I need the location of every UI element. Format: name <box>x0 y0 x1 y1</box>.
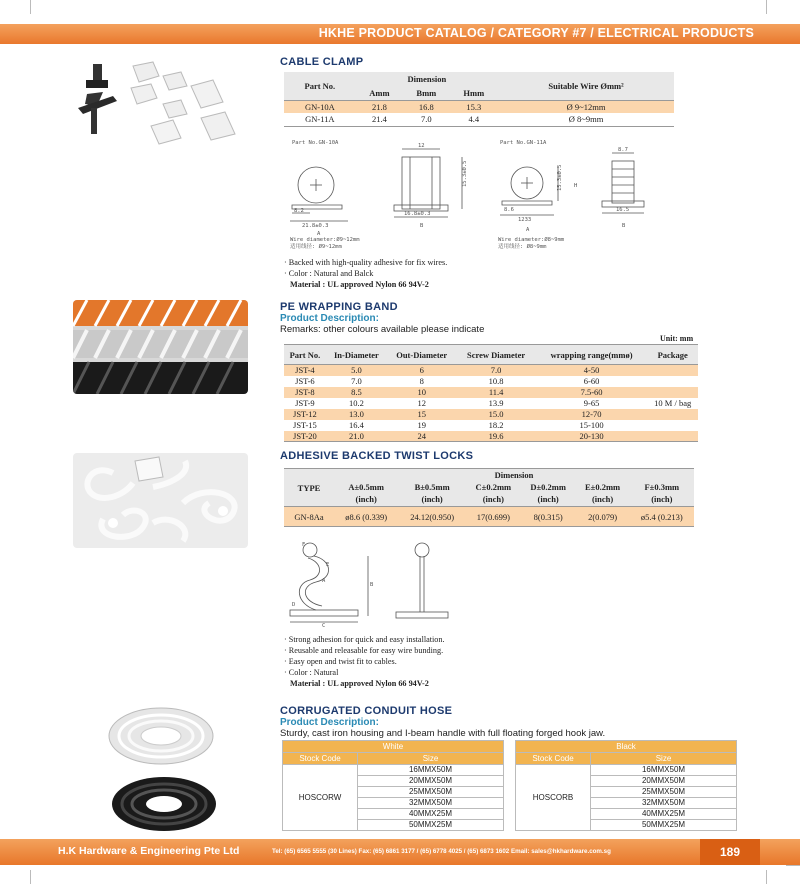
conduit-black-table <box>515 740 737 831</box>
table-row <box>284 100 674 113</box>
col-header-unit: (inch) <box>421 494 443 505</box>
cell: JST-4 <box>295 365 315 376</box>
col-header: wrapping range(mmø) <box>550 349 633 360</box>
page-number: 189 <box>700 839 760 865</box>
table-row <box>284 387 698 398</box>
col-header: Stock Code <box>516 753 591 765</box>
col-header-unit: (inch) <box>591 494 614 505</box>
cell: 10 <box>417 387 426 397</box>
drawing-label: Part No.GN-10A <box>292 140 339 146</box>
crop-mark <box>786 865 800 866</box>
size-cell: 32MMX50M <box>358 798 504 809</box>
col-header: Out-Diameter <box>396 349 448 360</box>
conduit-white-photo <box>105 705 218 767</box>
cell: Ø 9~12mm <box>566 101 606 112</box>
footer-company: H.K Hardware & Engineering Pte Ltd <box>58 845 240 857</box>
cell: JST-20 <box>293 430 317 441</box>
cell <box>647 409 698 420</box>
drawing-label: A <box>322 578 326 584</box>
twist-locks-drawing <box>282 536 482 628</box>
cable-clamp-drawing <box>282 135 682 250</box>
cell <box>647 431 698 442</box>
drawing-label: D <box>292 602 296 608</box>
conduit-description: Sturdy, cast iron housing and I-beam handle with full floating forged hook jaw. <box>280 728 606 739</box>
pe-band-remarks: Remarks: other colours available please indicate <box>280 324 485 335</box>
cable-clamp-title: CABLE CLAMP <box>280 56 364 68</box>
table-row <box>284 376 698 387</box>
cell: 18.2 <box>488 420 504 430</box>
drawing-label: 16.5 <box>616 207 630 213</box>
table-row <box>284 113 674 126</box>
crop-mark <box>766 870 767 884</box>
col-header-b: Bmm <box>416 87 437 98</box>
col-header: E±0.2mm <box>585 481 621 492</box>
table-row <box>284 507 694 527</box>
cell: 4-50 <box>583 365 600 376</box>
bullet-item: · Reusable and releasable for easy wire bunding. <box>284 646 444 655</box>
cell: 10 M / bag <box>654 398 692 408</box>
conduit-white-table <box>282 740 504 831</box>
table-row <box>516 765 737 776</box>
cell: JST-12 <box>293 409 317 419</box>
col-header: A±0.5mm <box>348 481 384 492</box>
pe-band-table <box>284 344 698 442</box>
size-cell: 32MMX50M <box>591 798 737 809</box>
table-row <box>284 365 698 376</box>
cell: JST-8 <box>295 387 315 397</box>
conduit-black-photo <box>110 775 218 833</box>
drawing-label: 8.2 <box>294 208 304 214</box>
drawing-label: Part No.GN-11A <box>500 140 547 146</box>
cell: 7.5-60 <box>580 387 603 397</box>
col-header-h: Hmm <box>463 87 485 98</box>
cell: 13.9 <box>488 398 504 408</box>
cell: 8.5 <box>351 387 362 397</box>
bullet-item: · Strong adhesion for quick and easy installation. <box>284 635 445 644</box>
col-header-a: Amm <box>369 87 390 98</box>
cell: 12-70 <box>581 409 602 419</box>
cell: JST-9 <box>295 398 315 408</box>
cell: 24.12(0.950) <box>410 511 455 522</box>
cell: 16.4 <box>348 420 364 430</box>
drawing-label: E <box>326 562 330 568</box>
cell: 10.2 <box>348 398 364 408</box>
drawing-label: 适用线径: Ø8~9mm <box>498 244 547 250</box>
drawing-label: 12 <box>418 143 425 149</box>
cell <box>647 420 698 431</box>
table-row <box>284 431 698 442</box>
cell <box>647 365 698 376</box>
table-row <box>284 409 698 420</box>
col-header-wire: Suitable Wire Ømm² <box>548 80 624 91</box>
twist-locks-bullets <box>284 634 445 689</box>
col-header: C±0.2mm <box>475 481 512 492</box>
pe-band-title: PE WRAPPING BAND <box>280 301 398 313</box>
cell: 2(0.079) <box>588 511 618 522</box>
conduit-title: CORRUGATED CONDUIT HOSE <box>280 705 453 717</box>
drawing-label: 15.3±0.5 <box>557 164 563 191</box>
cell: 10.8 <box>488 376 504 386</box>
pe-band-subtitle: Product Description: <box>280 313 379 324</box>
cell: 15-100 <box>579 420 604 430</box>
cell: 24 <box>417 430 426 441</box>
cell: 21.4 <box>371 114 387 125</box>
col-header: Size <box>358 753 504 765</box>
col-header: Screw Diameter <box>467 349 526 360</box>
col-header: D±0.2mm <box>530 481 566 492</box>
twist-locks-table <box>284 468 694 527</box>
cell: GN-11A <box>305 114 335 125</box>
col-header: Size <box>591 753 737 765</box>
material-note: Material : UL approved Nylon 66 94V-2 <box>290 280 429 289</box>
size-cell: 50MMX25M <box>591 820 737 831</box>
size-cell: 40MMX25M <box>358 809 504 820</box>
drawing-label: 15.3±0.5 <box>462 160 468 187</box>
cell: 5.0 <box>351 365 362 376</box>
crop-mark <box>766 0 767 14</box>
footer-bar <box>0 839 800 865</box>
drawing-label: 8.6 <box>504 207 514 213</box>
crop-mark <box>30 870 31 884</box>
drawing-label: C <box>322 623 326 628</box>
size-cell: 16MMX50M <box>358 765 504 776</box>
col-header: F±0.3mm <box>644 481 680 492</box>
col-header: Package <box>657 349 688 360</box>
table-row <box>283 765 504 776</box>
footer-contact: Tel: (65) 6565 5555 (30 Lines) Fax: (65) 6861 3177 / (65) 6778 4025 / (65) 6873 1602 Email: sales@hkhardware.com.sg <box>272 848 611 855</box>
col-header-type: TYPE <box>297 482 321 493</box>
size-cell: 16MMX50M <box>591 765 737 776</box>
unit-label: Unit: mm <box>660 334 694 343</box>
material-note: Material : UL approved Nylon 66 94V-2 <box>290 679 429 688</box>
size-cell: 25MMX50M <box>591 787 737 798</box>
cell: 21.8 <box>371 101 387 112</box>
cable-clamp-bullets <box>284 257 447 290</box>
header-bar <box>0 24 800 44</box>
col-header-part: Part No. <box>304 80 336 91</box>
col-header-unit: (inch) <box>651 494 673 505</box>
drawing-label: Wire diameter:Ø8~9mm <box>498 237 565 243</box>
drawing-label: H <box>574 183 578 189</box>
drawing-label: B <box>370 582 374 588</box>
cell: 8(0.315) <box>533 511 563 522</box>
group-header: Black <box>516 741 737 753</box>
drawing-label: F <box>302 542 306 548</box>
drawing-label: 16.8±0.3 <box>404 211 431 217</box>
cell: 19 <box>417 420 426 430</box>
drawing-label: 21.8±0.3 <box>302 223 329 229</box>
size-cell: 25MMX50M <box>358 787 504 798</box>
cell: 6 <box>419 365 424 376</box>
cell: Ø 8~9mm <box>568 114 604 125</box>
conduit-subtitle: Product Description: <box>280 717 379 728</box>
cell: 7.0 <box>351 376 362 386</box>
table-row <box>284 398 698 409</box>
cable-clamp-table <box>284 72 674 127</box>
header-title: HKHE PRODUCT CATALOG / CATEGORY #7 / ELECTRICAL PRODUCTS <box>318 26 754 40</box>
cell: 20-130 <box>579 430 604 441</box>
cell: 9-65 <box>583 398 600 408</box>
col-header-unit: (inch) <box>537 494 559 505</box>
col-header-dimension: Dimension <box>494 469 534 480</box>
col-header: Part No. <box>289 349 321 360</box>
drawing-label: A <box>526 227 530 233</box>
stock-code: HOSCORB <box>516 765 591 831</box>
cell: 17(0.699) <box>476 511 510 522</box>
col-header-unit: (inch) <box>355 494 377 505</box>
bullet-item: · Color : Natural <box>284 668 339 677</box>
drawing-label: 8.7 <box>618 147 628 153</box>
cell <box>647 387 698 398</box>
cell: ø8.6 (0.339) <box>345 511 388 522</box>
cell: 7.0 <box>490 365 502 376</box>
stock-code: HOSCORW <box>283 765 358 831</box>
drawing-label: A <box>317 231 321 237</box>
drawing-label: B <box>622 223 626 229</box>
cell: 8 <box>419 376 424 386</box>
bullet-item: · Easy open and twist fit to cables. <box>284 657 397 666</box>
size-cell: 40MMX25M <box>591 809 737 820</box>
cell: JST-15 <box>293 420 317 430</box>
twist-locks-title: ADHESIVE BACKED TWIST LOCKS <box>280 450 474 462</box>
table-row <box>284 420 698 431</box>
cell: GN-8Aa <box>294 511 324 522</box>
cell: 6-60 <box>583 376 600 386</box>
bullet-item: · Backed with high-quality adhesive for fix wires. <box>284 258 448 267</box>
cable-clamp-photo <box>73 56 248 151</box>
size-cell: 20MMX50M <box>591 776 737 787</box>
cell: 15.3 <box>466 101 482 112</box>
col-header: In-Diameter <box>333 349 379 360</box>
cell: 7.0 <box>421 114 432 125</box>
drawing-label: 1233 <box>518 217 532 223</box>
cell: 19.6 <box>488 430 504 441</box>
drawing-label: B <box>420 223 424 229</box>
cell: 15 <box>417 409 426 419</box>
cell: 11.4 <box>488 387 504 397</box>
bullet-item: · Color : Natural and Balck <box>284 269 374 278</box>
cell: 16.8 <box>418 101 434 112</box>
cell: 4.4 <box>468 114 480 125</box>
group-header: White <box>283 741 504 753</box>
drawing-label: 适用线径: Ø9~12mm <box>290 244 342 250</box>
cell: 13.0 <box>348 409 364 419</box>
col-header: B±0.5mm <box>414 481 450 492</box>
size-cell: 50MMX25M <box>358 820 504 831</box>
cell: 21.0 <box>348 430 364 441</box>
size-cell: 20MMX50M <box>358 776 504 787</box>
cell: 12 <box>417 398 426 408</box>
cell: GN-10A <box>304 101 335 112</box>
cell: ø5.4 (0.213) <box>640 511 683 522</box>
crop-mark <box>30 0 31 14</box>
cell <box>647 376 698 387</box>
pe-band-photo <box>73 300 248 394</box>
twist-locks-photo <box>73 453 248 548</box>
cell: JST-6 <box>295 376 315 386</box>
col-header: Stock Code <box>283 753 358 765</box>
col-header-dimension: Dimension <box>407 74 447 84</box>
drawing-label: Wire diameter:Ø9~12mm <box>290 237 360 243</box>
col-header-unit: (inch) <box>482 494 504 505</box>
cell: 15.0 <box>488 409 504 419</box>
